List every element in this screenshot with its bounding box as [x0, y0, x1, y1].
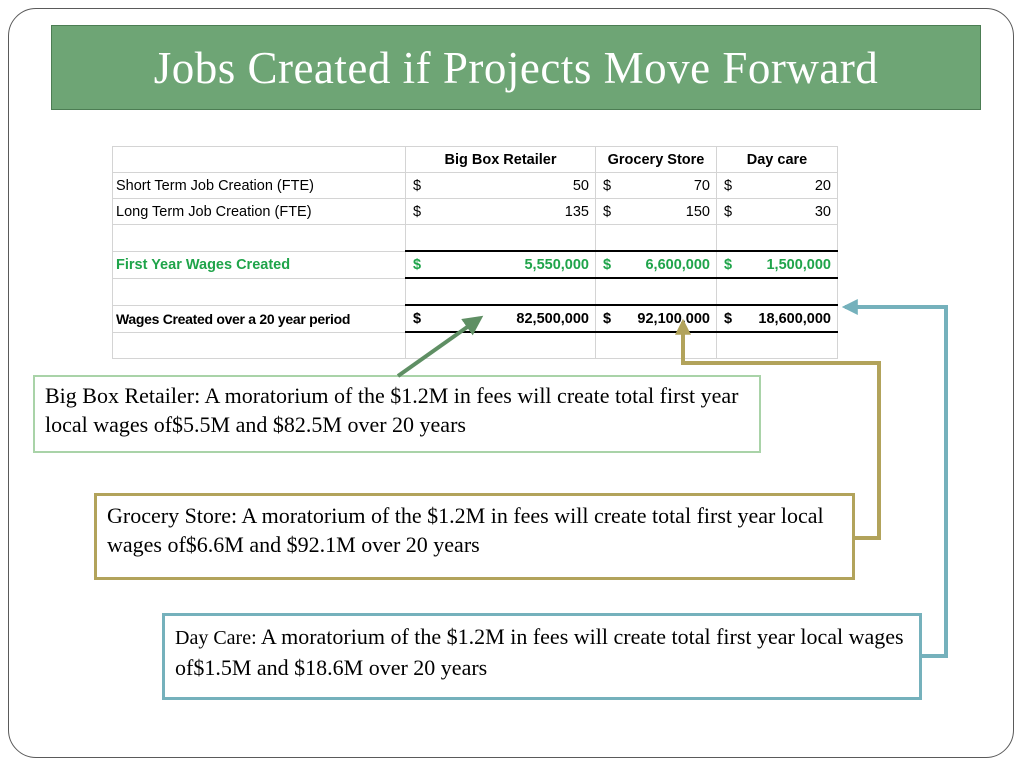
currency-sign: $ [603, 177, 612, 194]
cell-value: 6,600,000 [645, 256, 710, 273]
cell-value: 135 [564, 203, 589, 220]
currency-sign: $ [413, 203, 422, 220]
callout-big-box: Big Box Retailer: A moratorium of the $1.2M in fees will create total first year local wages of$5.5M and $82.5M over 20 years [33, 375, 761, 453]
grocery-arrow [683, 322, 879, 538]
column-header-grocery: Grocery Store [596, 147, 717, 173]
page-title: Jobs Created if Projects Move Forward [153, 42, 879, 93]
cell-value: 150 [685, 203, 710, 220]
column-header-big-box: Big Box Retailer [406, 147, 596, 173]
row-label: Long Term Job Creation (FTE) [113, 199, 406, 225]
callout-grocery: Grocery Store: A moratorium of the $1.2M in fees will create total first year local wages of$6.6M and $92.1M over 20 years [94, 493, 855, 580]
row-label: Short Term Job Creation (FTE) [113, 173, 406, 199]
currency-sign: $ [724, 203, 733, 220]
currency-sign: $ [603, 203, 612, 220]
column-header-day-care: Day care [717, 147, 838, 173]
currency-sign: $ [413, 256, 422, 273]
cell-value: 5,550,000 [524, 256, 589, 273]
cell-value: 92,100,000 [637, 310, 710, 327]
row-label: Wages Created over a 20 year period [113, 305, 406, 332]
cell-value: 20 [814, 177, 831, 194]
currency-sign: $ [724, 310, 733, 327]
currency-sign: $ [603, 310, 612, 327]
cell-value: 1,500,000 [766, 256, 831, 273]
cell-value: 30 [814, 203, 831, 220]
cell-value: 18,600,000 [758, 310, 831, 327]
currency-sign: $ [603, 256, 612, 273]
cell-value: 70 [693, 177, 710, 194]
currency-sign: $ [413, 310, 422, 327]
big-box-arrow [398, 318, 480, 376]
row-label: First Year Wages Created [113, 251, 406, 278]
cell-value: 50 [572, 177, 589, 194]
currency-sign: $ [724, 177, 733, 194]
day-care-arrow [845, 307, 946, 656]
currency-sign: $ [724, 256, 733, 273]
currency-sign: $ [413, 177, 422, 194]
callout-day-care-lead: Day Care: [175, 627, 257, 649]
callout-day-care-body: A moratorium of the $1.2M in fees will create total first year local wages of$1.5M and $18.6M over 20 years [175, 624, 904, 680]
cell-value: 82,500,000 [516, 310, 589, 327]
